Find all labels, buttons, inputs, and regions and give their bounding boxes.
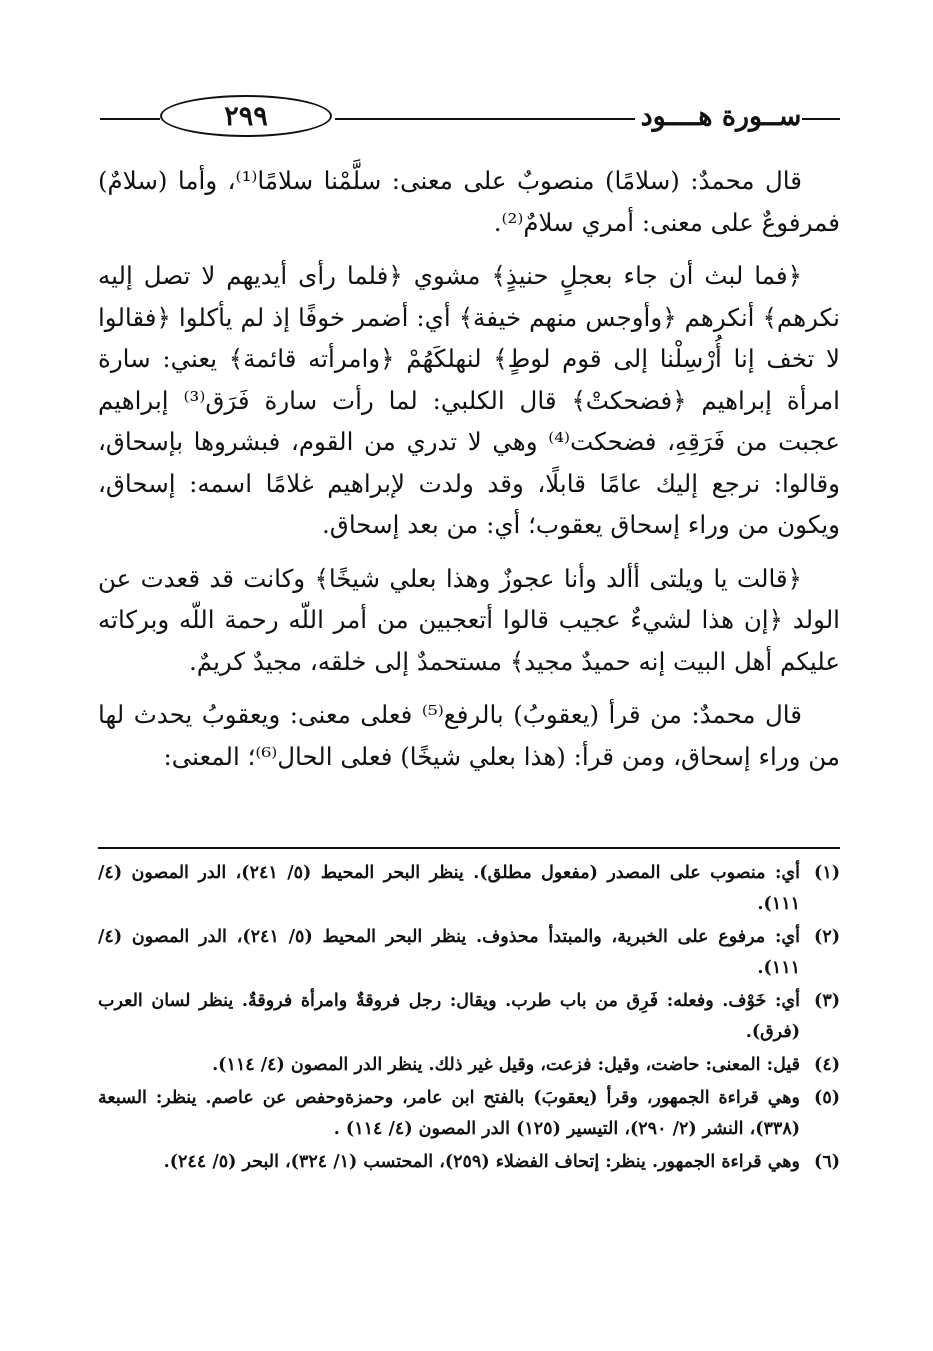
footnote-number: (٣) xyxy=(814,991,840,1011)
footnote-number: (٢) xyxy=(814,927,840,947)
footnote-text: أي: مرفوع على الخبرية، والمبتدأ محذوف. ينظر البحر المحيط (٥/ ٢٤١)، الدر المصون (٤/ ١١١). xyxy=(98,927,800,978)
footnote-2 xyxy=(98,922,840,984)
paragraph-1: قال محمدٌ: (سلامًا) منصوبٌ على معنى: سلَّمْنا سلامًا⁽¹⁾، وأما (سلامٌ) فمرفوعٌ على معنى: أمري سلامٌ⁽²⁾. xyxy=(98,166,840,237)
header-rule-middle xyxy=(335,118,635,120)
paragraph-4: قال محمدٌ: من قرأ (يعقوبُ) بالرفع⁽⁵⁾ فعلى معنى: ويعقوبُ يحدث لها من وراء إسحاق، ومن قرأ: (هذا بعلي شيخًا) فعلى الحال⁽⁶⁾؛ المعنى: xyxy=(98,700,840,771)
footnote-separator xyxy=(98,847,840,849)
paragraph-3: ﴿قالت يا ويلتى أألد وأنا عجوزٌ وهذا بعلي شيخًا﴾ وكانت قد قعدت عن الولد ﴿إن هذا لشيءٌ عجيب قالوا أتعجبين من أمر اللّه رحمة اللّه وبركاته عليكم أهل البيت إنه حميدٌ مجيد﴾ مستحمدٌ إلى خلقه، مجيدٌ كريمٌ. xyxy=(98,563,840,676)
footnote-number: (٤) xyxy=(814,1055,840,1075)
footnote-5 xyxy=(98,1083,840,1145)
footnote-6 xyxy=(98,1147,840,1178)
footnote-text: وهي قراءة الجمهور، وقرأ (يعقوبَ) بالفتح ابن عامر، وحمزةوحفص عن عاصم. ينظر: السبعة (٣٣٨)، النشر (٢/ ٢٩٠)، التيسير (١٢٥) الدر المصون (٤/ ١١٤) . xyxy=(98,1088,800,1139)
page-header xyxy=(100,92,840,142)
footnote-1 xyxy=(98,858,840,920)
surah-title: ســورة هــــود xyxy=(640,94,802,138)
footnote-text: أي: خَوْف. وفعله: فَرِق من باب طرب. ويقال: رجل فروقةٌ وامرأة فروقةٌ. ينظر لسان العرب (فرق). xyxy=(98,991,800,1042)
footnote-number: (٦) xyxy=(814,1152,840,1172)
footnote-text: وهي قراءة الجمهور. ينظر: إتحاف الفضلاء (٢٥٩)، المحتسب (١/ ٣٢٤)، البحر (٥/ ٢٤٤). xyxy=(163,1152,800,1172)
header-rule-right xyxy=(802,118,840,120)
footnotes xyxy=(98,858,840,1180)
footnote-text: قيل: المعنى: حاضت، وقيل: فزعت، وقيل غير ذلك. ينظر الدر المصون (٤/ ١١٤). xyxy=(212,1055,800,1075)
footnote-text: أي: منصوب على المصدر (مفعول مطلق). ينظر البحر المحيط (٥/ ٢٤١)، الدر المصون (٤/ ١١١). xyxy=(98,863,800,914)
footnote-number: (٥) xyxy=(814,1088,840,1108)
main-text xyxy=(98,160,840,789)
footnote-4 xyxy=(98,1050,840,1081)
page-number: ٢٩٩ xyxy=(160,95,332,137)
paragraph-2: ﴿فما لبث أن جاء بعجلٍ حنيذٍ﴾ مشوي ﴿فلما رأى أيديهم لا تصل إليه نكرهم﴾ أنكرهم ﴿وأوجس منهم خيفة﴾ أي: أضمر خوفًا إذ لم يأكلوا ﴿فقالوا لا تخف إنا أُرْسِلْنا إلى قوم لوطٍ﴾ لنهلكَهُمْ ﴿وامرأته قائمة﴾ يعني: سارة امرأة إبراهيم ﴿فضحكتْ﴾ قال الكلبي: لما رأت سارة فَرَق⁽³⁾ إبراهيم عجبت من فَرَقِهِ، فضحكت⁽⁴⁾ وهي لا تدري من القوم، فبشروها بإسحاق، وقالوا: نرجع إليك عامًا قابلًا، وقد ولدت لإبراهيم غلامًا اسمه: إسحاق، ويكون من وراء إسحاق يعقوب؛ أي: من بعد إسحاق. xyxy=(98,261,840,539)
header-rule-left xyxy=(100,118,160,120)
footnote-3 xyxy=(98,986,840,1048)
footnote-number: (١) xyxy=(814,863,840,883)
